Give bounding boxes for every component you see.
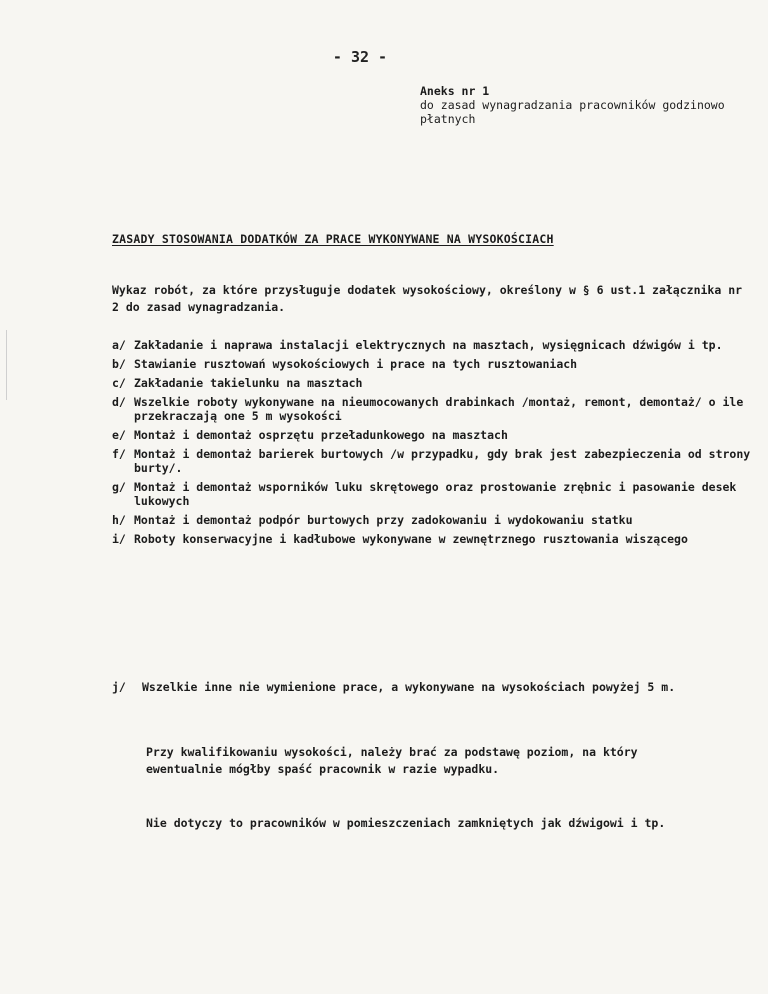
list-item <box>112 428 752 442</box>
list-text: Montaż i demontaż podpór burtowych przy zadokowaniu i wydokowaniu statku <box>134 513 633 527</box>
list-item <box>112 338 752 352</box>
list-marker: g/ <box>112 480 126 494</box>
list-item <box>112 513 752 527</box>
annex-title: Aneks nr 1 <box>420 84 490 98</box>
list-marker: a/ <box>112 338 126 352</box>
list-item <box>112 357 752 371</box>
list-item <box>112 447 752 475</box>
list-marker: e/ <box>112 428 126 442</box>
list-text: Stawianie rusztowań wysokościowych i prace na tych rusztowaniach <box>134 357 578 371</box>
list-text: Montaż i demontaż barierek burtowych /w przypadku, gdy brak jest zabezpieczenia od strony burty/. <box>134 447 751 475</box>
list-item <box>112 376 752 390</box>
list-text: Wszelkie inne nie wymienione prace, a wykonywane na wysokościach powyżej 5 m. <box>142 680 676 694</box>
note-paragraph: Nie dotyczy to pracowników w pomieszczeniach zamkniętych jak dźwigowi i tp. <box>146 816 666 830</box>
document-title: ZASADY STOSOWANIA DODATKÓW ZA PRACE WYKONYWANE NA WYSOKOŚCIACH <box>112 232 554 246</box>
page-number: - 32 - <box>332 48 388 66</box>
list-item <box>112 532 752 546</box>
list-item <box>112 395 752 423</box>
list-text: Wszelkie roboty wykonywane na nieumocowanych drabinkach /montaż, remont, demontaż/ o ile przekraczają one 5 m wysokości <box>134 395 744 423</box>
list-item <box>112 480 752 508</box>
annex-header <box>420 84 750 126</box>
intro-paragraph: Wykaz robót, za które przysługuje dodatek wysokościowy, określony w § 6 ust.1 załącznika nr 2 do zasad wynagradzania. <box>112 283 743 314</box>
list-text: Zakładanie takielunku na masztach <box>134 376 363 390</box>
note-paragraph: Przy kwalifikowaniu wysokości, należy brać za podstawę poziom, na który ewentualnie mógłby spaść pracownik w razie wypadku. <box>146 745 638 776</box>
list-marker: c/ <box>112 376 126 390</box>
list-text: Zakładanie i naprawa instalacji elektrycznych na masztach, wysięgnicach dźwigów i tp. <box>134 338 723 352</box>
list-item-j <box>112 679 752 696</box>
list-marker: h/ <box>112 513 126 527</box>
list-marker: f/ <box>112 447 126 461</box>
list-marker: i/ <box>112 532 126 546</box>
margin-mark <box>6 330 7 400</box>
list-text: Montaż i demontaż osprzętu przeładunkowego na masztach <box>134 428 508 442</box>
list-marker: b/ <box>112 357 126 371</box>
list-marker: d/ <box>112 395 126 409</box>
list-text: Roboty konserwacyjne i kadłubowe wykonywane w zewnętrznego rusztowania wiszącego <box>134 532 688 546</box>
list-marker: j/ <box>112 680 126 694</box>
annex-subtitle: do zasad wynagradzania pracowników godzinowo płatnych <box>420 98 725 126</box>
work-list <box>112 338 752 551</box>
list-text: Montaż i demontaż wsporników luku skrętowego oraz prostowanie zrębnic i pasowanie desek lukowych <box>134 480 737 508</box>
